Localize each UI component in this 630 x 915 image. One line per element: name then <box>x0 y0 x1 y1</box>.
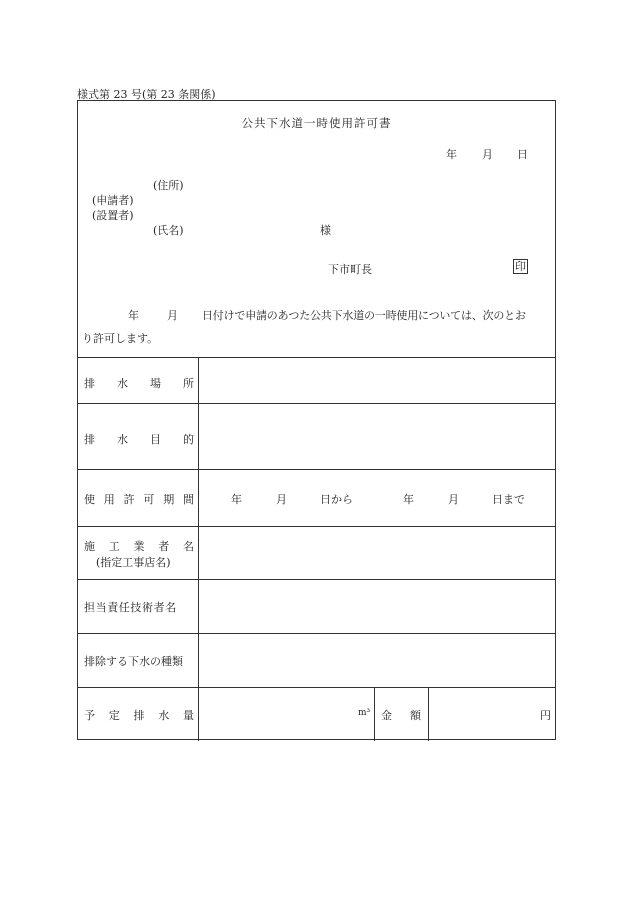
period-end-day: 日まで <box>492 493 525 506</box>
char: 工 <box>108 540 120 553</box>
seal-icon: 印 <box>515 260 526 273</box>
char: 的 <box>183 433 194 446</box>
char: 予 <box>84 709 95 722</box>
char: 間 <box>182 493 194 506</box>
char: 水 <box>158 709 170 722</box>
body-line-2: り許可します。 <box>82 332 159 345</box>
location-label <box>84 375 194 391</box>
char: 可 <box>143 493 155 506</box>
contractor-sub-label: (指定工事店名) <box>96 556 171 569</box>
applicant-label: (申請者) <box>92 194 134 207</box>
char: 者 <box>158 540 170 553</box>
installer-label: (設置者) <box>92 209 134 222</box>
char: 水 <box>117 377 128 390</box>
name-label: (氏名) <box>153 224 184 237</box>
label-column-rule <box>198 357 199 741</box>
volume-label <box>84 707 194 723</box>
char: 用 <box>103 493 115 506</box>
row-rule-6 <box>78 687 555 688</box>
amount-label <box>381 707 421 723</box>
body-year: 年 <box>128 309 139 322</box>
amount-unit: 円 <box>540 709 551 722</box>
purpose-label <box>84 431 194 447</box>
char: 許 <box>123 493 135 506</box>
row-rule-5 <box>78 633 555 634</box>
period-start-month: 月 <box>276 493 287 506</box>
char: 業 <box>133 540 145 553</box>
char: 所 <box>183 377 194 390</box>
date-month: 月 <box>482 148 493 161</box>
period-start-day: 日から <box>320 493 353 506</box>
date-year: 年 <box>446 148 457 161</box>
row-rule-1 <box>78 403 555 404</box>
char: 水 <box>117 433 128 446</box>
period-end-month: 月 <box>448 493 459 506</box>
date-day: 日 <box>517 148 528 161</box>
char: 目 <box>150 433 161 446</box>
period-end-year: 年 <box>403 493 414 506</box>
issuer-name: 下市町長 <box>328 263 372 276</box>
sewage-type-label: 排除する下水の種類 <box>84 655 183 668</box>
document-title: 公共下水道一時使用許可書 <box>241 116 392 130</box>
form-code: 様式第 23 号(第 23 条関係) <box>77 88 216 101</box>
volume-unit: m³ <box>358 708 371 718</box>
period-label <box>84 491 194 507</box>
char: 期 <box>163 493 175 506</box>
manager-label: 担当責任技術者名 <box>84 601 177 614</box>
seal-mark <box>513 259 528 274</box>
char: 排 <box>84 433 95 446</box>
char: 排 <box>133 709 145 722</box>
contractor-label <box>84 538 194 554</box>
amount-label-right-rule <box>428 687 429 741</box>
row-rule-3 <box>78 526 555 527</box>
permit-form <box>77 100 556 740</box>
period-start-year: 年 <box>231 493 242 506</box>
char: 額 <box>410 709 421 722</box>
char: 金 <box>381 709 392 722</box>
char: 名 <box>183 540 194 553</box>
honorific: 様 <box>320 224 331 237</box>
amount-label-left-rule <box>374 687 375 741</box>
row-rule-4 <box>78 579 555 580</box>
address-label: (住所) <box>153 179 184 192</box>
body-month: 月 <box>167 309 178 322</box>
char: 場 <box>150 377 161 390</box>
row-rule-2 <box>78 469 555 470</box>
body-line-1: 日付けで申請のあつた公共下水道の一時使用については、次のとお <box>202 309 526 322</box>
char: 定 <box>108 709 120 722</box>
char: 量 <box>183 709 194 722</box>
char: 使 <box>84 493 95 506</box>
char: 排 <box>84 377 95 390</box>
table-top-rule <box>78 357 555 358</box>
char: 施 <box>84 540 95 553</box>
